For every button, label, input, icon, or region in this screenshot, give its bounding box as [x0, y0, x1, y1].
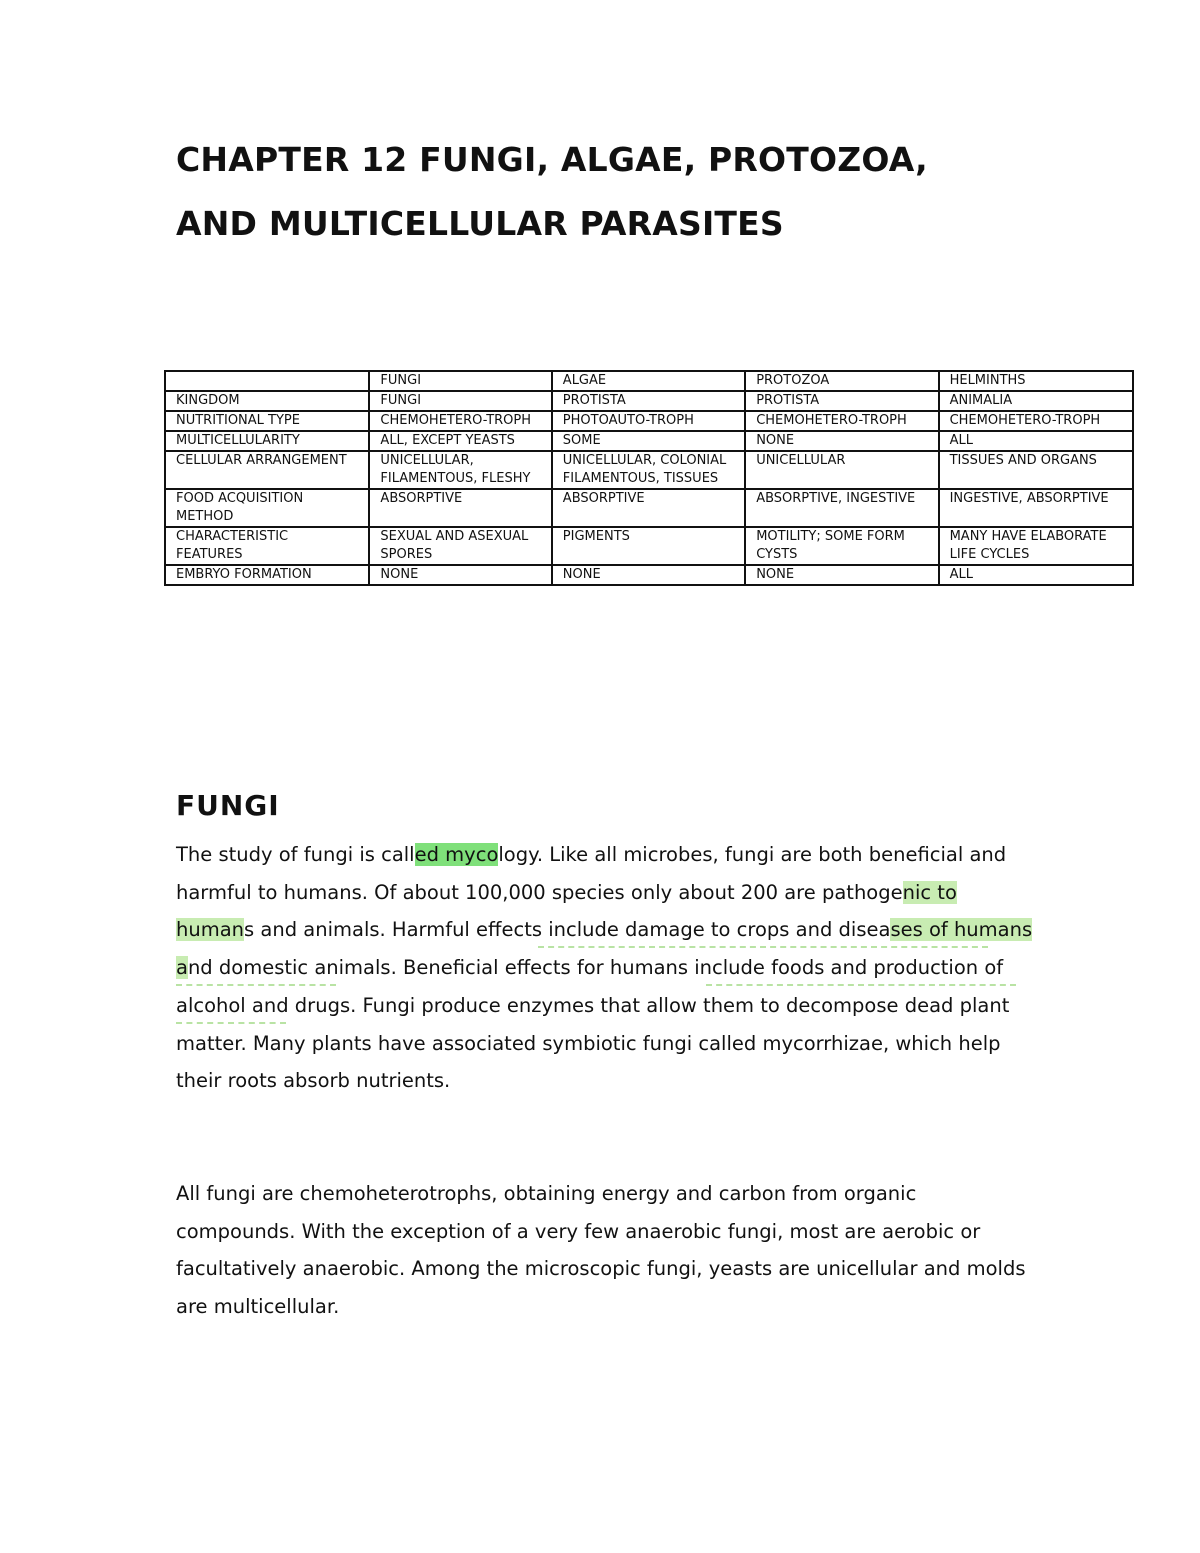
annotation-underline [706, 984, 1016, 986]
table-header-row [165, 371, 1133, 391]
table-row-label: FOOD ACQUISITION METHOD [165, 489, 369, 527]
highlighted-text: ses of humans a [176, 918, 1033, 980]
table-cell: CHEMOHETERO-TROPH [939, 411, 1133, 431]
table-cell: FUNGI [369, 391, 551, 411]
table-cell: MOTILITY; SOME FORM CYSTS [745, 527, 938, 565]
table-row-label: MULTICELLULARITY [165, 431, 369, 451]
fungi-intro-paragraph [176, 836, 1036, 1100]
section-heading-fungi: FUNGI [176, 789, 280, 822]
table-row [165, 411, 1133, 431]
table-row-label: CHARACTERISTIC FEATURES [165, 527, 369, 565]
table-cell: MANY HAVE ELABORATE LIFE CYCLES [939, 527, 1133, 565]
table-cell: ABSORPTIVE [552, 489, 745, 527]
paragraph-text: The study of fungi is call [176, 843, 415, 866]
table-cell: NONE [745, 565, 938, 585]
chapter-title-line-1: CHAPTER 12 FUNGI, ALGAE, PROTOZOA, [176, 140, 928, 179]
table-cell: CHEMOHETERO-TROPH [745, 411, 938, 431]
table-cell: INGESTIVE, ABSORPTIVE [939, 489, 1133, 527]
table-row-label: EMBRYO FORMATION [165, 565, 369, 585]
table-cell: PHOTOAUTO-TROPH [552, 411, 745, 431]
chapter-title-line-2: AND MULTICELLULAR PARASITES [176, 204, 784, 243]
annotation-underline [176, 984, 336, 986]
table-header-cell: HELMINTHS [939, 371, 1133, 391]
paragraph-text: s and animals. Harmful effects include damage to crops and disea [244, 918, 891, 942]
table-cell: NONE [745, 431, 938, 451]
table-row-label: CELLULAR ARRANGEMENT [165, 451, 369, 489]
table-row-label: NUTRITIONAL TYPE [165, 411, 369, 431]
table-cell: ALL, EXCEPT YEASTS [369, 431, 551, 451]
table-cell: ABSORPTIVE [369, 489, 551, 527]
table-cell: TISSUES AND ORGANS [939, 451, 1133, 489]
table-cell: UNICELLULAR, COLONIAL FILAMENTOUS, TISSUES [552, 451, 745, 489]
table-cell: SOME [552, 431, 745, 451]
organism-comparison-table [164, 370, 1134, 586]
table-row [165, 527, 1133, 565]
table-cell: UNICELLULAR [745, 451, 938, 489]
table-row [165, 489, 1133, 527]
table-cell: PROTISTA [552, 391, 745, 411]
table-cell: NONE [552, 565, 745, 585]
table-cell: ALL [939, 431, 1133, 451]
table-cell: CHEMOHETERO-TROPH [369, 411, 551, 431]
annotation-underline [176, 1022, 286, 1024]
table-row [165, 391, 1133, 411]
table-header-cell: FUNGI [369, 371, 551, 391]
table-cell: ANIMALIA [939, 391, 1133, 411]
table-cell: ALL [939, 565, 1133, 585]
table-header-cell [165, 371, 369, 391]
highlighted-text: nic to human [176, 880, 957, 942]
table-cell: PIGMENTS [552, 527, 745, 565]
table-cell: NONE [369, 565, 551, 585]
paragraph-text: logy. Like all microbes, fungi are both beneficial and harmful to humans. Of about 100,000 species only about 200 are pathoge [176, 843, 1007, 904]
fungi-metabolism-paragraph: All fungi are chemoheterotrophs, obtaining energy and carbon from organic compounds. With the exception of a very few anaerobic fungi, most are aerobic or facultatively anaerobic. Among the microscopic fungi, yeasts are unicellular and molds are multicellular. [176, 1182, 1026, 1319]
table-header-cell: PROTOZOA [745, 371, 938, 391]
table-row-label: KINGDOM [165, 391, 369, 411]
table-cell: ABSORPTIVE, INGESTIVE [745, 489, 938, 527]
table-row [165, 565, 1133, 585]
chapter-title [176, 128, 1136, 256]
table-header-cell: ALGAE [552, 371, 745, 391]
table-row [165, 451, 1133, 489]
table-cell: PROTISTA [745, 391, 938, 411]
paragraph-text: nd domestic animals. Beneficial effects for humans include foods and production of alcohol and drugs. Fungi produce enzymes that allow them to decompose dead plant matter. Many plants have associated symbiotic fungi called mycorrhizae, which help their roots absorb nutrients. [176, 956, 1010, 1093]
highlighted-text: ed myco [414, 843, 499, 866]
annotation-underline [538, 946, 988, 948]
table-row [165, 431, 1133, 451]
table-cell: UNICELLULAR, FILAMENTOUS, FLESHY [369, 451, 551, 489]
table-cell: SEXUAL AND ASEXUAL SPORES [369, 527, 551, 565]
